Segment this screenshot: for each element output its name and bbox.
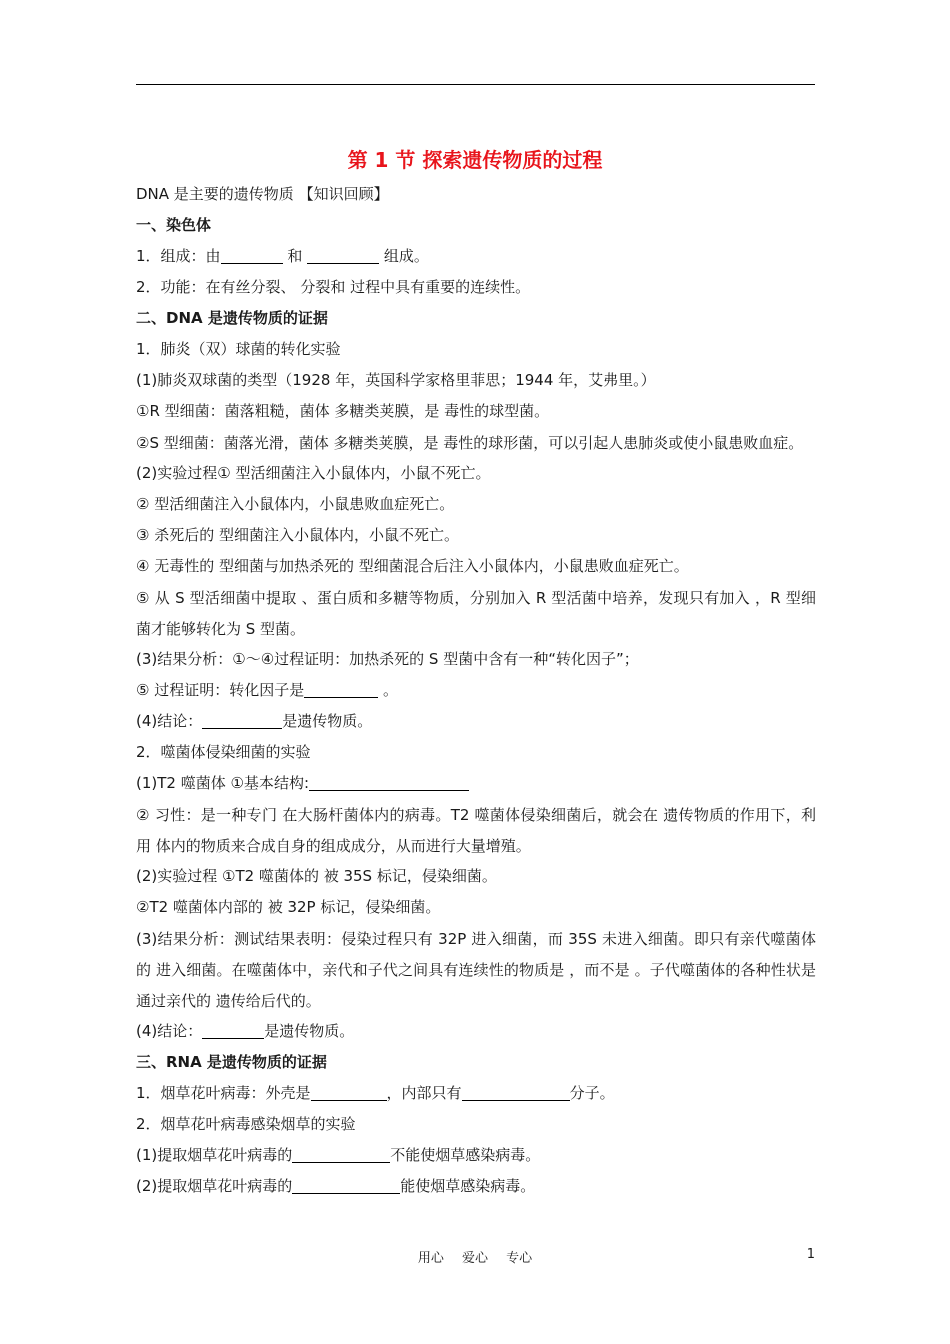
text-segment: (4)结论： (136, 712, 203, 730)
text-line: 2．噬菌体侵染细菌的实验 (136, 743, 311, 761)
text-segment: 是遗传物质。 (282, 712, 373, 730)
text-line: (1)肺炎双球菌的类型（1928 年，英国科学家格里菲思；1944 年，艾弗里。） (136, 371, 656, 389)
text-segment: 组成。 (379, 247, 429, 265)
text-segment: (2)提取烟草花叶病毒的 (136, 1177, 293, 1195)
text-line (136, 242, 816, 273)
text-line: ①R 型细菌：菌落粗糙，菌体 多糖类荚膜，是 毒性的球型菌。 (136, 402, 550, 420)
text-line: (3)结果分析：测试结果表明：侵染过程只有 32P 进入细菌，而 35S 未进入细菌。即只有亲代噬菌体的 进入细菌。在噬菌体中，亲代和子代之间具有连续性的物质是 ，而不是 。子代噬菌体的各种性状是通过亲代的 遗传给后代的。 (136, 930, 816, 1010)
text-line (136, 676, 816, 707)
text-line (136, 707, 816, 738)
fill-in-blank (311, 1084, 387, 1101)
fill-in-blank (309, 774, 469, 791)
text-line (136, 1017, 816, 1048)
text-segment: 1．烟草花叶病毒：外壳是 (136, 1084, 311, 1102)
fill-in-blank (292, 1146, 390, 1163)
text-line (136, 1079, 816, 1110)
section-heading: 二、DNA 是遗传物质的证据 (136, 309, 328, 327)
fill-in-blank (292, 1177, 400, 1194)
text-line: ④ 无毒性的 型细菌与加热杀死的 型细菌混合后注入小鼠体内，小鼠患败血症死亡。 (136, 557, 689, 575)
text-segment: 和 (282, 247, 308, 265)
fill-in-blank (202, 712, 282, 729)
text-line (136, 1172, 816, 1203)
text-line (136, 1141, 816, 1172)
text-line: ③ 杀死后的 型细菌注入小鼠体内，小鼠不死亡。 (136, 526, 459, 544)
text-line: ②S 型细菌：菌落光滑，菌体 多糖类荚膜，是 毒性的球形菌，可以引起人患肺炎或使小鼠患败血症。 (136, 434, 804, 452)
text-segment: 1．组成：由 (136, 247, 221, 265)
text-segment: 能使烟草感染病毒。 (400, 1177, 536, 1195)
header-rule (136, 84, 815, 85)
text-line: 2．功能：在有丝分裂、 分裂和 过程中具有重要的连续性。 (136, 278, 531, 296)
text-line: ② 型活细菌注入小鼠体内，小鼠患败血症死亡。 (136, 495, 455, 513)
document-body (136, 180, 816, 1203)
fill-in-blank (221, 247, 283, 264)
section-heading: 三、RNA 是遗传物质的证据 (136, 1053, 327, 1071)
footer-motto: 用心 爱心 专心 (417, 1251, 533, 1266)
text-segment: (1)提取烟草花叶病毒的 (136, 1146, 293, 1164)
text-line: (2)实验过程① 型活细菌注入小鼠体内，小鼠不死亡。 (136, 464, 491, 482)
text-segment: ，内部只有 (386, 1084, 462, 1102)
text-line: ② 习性：是一种专门 在大肠杆菌体内的病毒。T2 噬菌体侵染细菌后，就会在 遗传物质的作用下，利用 体内的物质来合成自身的组成成分，从而进行大量增殖。 (136, 806, 816, 855)
fill-in-blank (307, 247, 379, 264)
text-line: ②T2 噬菌体内部的 被 32P 标记，侵染细菌。 (136, 898, 441, 916)
fill-in-blank (304, 681, 378, 698)
text-line: (2)实验过程 ①T2 噬菌体的 被 35S 标记，侵染细菌。 (136, 867, 497, 885)
text-segment: 是遗传物质。 (264, 1022, 355, 1040)
fill-in-blank (202, 1022, 264, 1039)
text-line: 2．烟草花叶病毒感染烟草的实验 (136, 1115, 356, 1133)
page-title: 第 1 节 探索遗传物质的过程 (347, 148, 603, 172)
text-segment: 。 (378, 681, 398, 699)
text-line (136, 769, 816, 800)
text-segment: (4)结论： (136, 1022, 203, 1040)
text-line: 1．肺炎（双）球菌的转化实验 (136, 340, 341, 358)
text-line: DNA 是主要的遗传物质 【知识回顾】 (136, 185, 389, 203)
text-segment: ⑤ 过程证明：转化因子是 (136, 681, 305, 699)
fill-in-blank (462, 1084, 570, 1101)
text-segment: 不能使烟草感染病毒。 (390, 1146, 541, 1164)
text-line: (3)结果分析：①～④过程证明：加热杀死的 S 型菌中含有一种“转化因子”； (136, 650, 639, 668)
page-number: 1 (806, 1247, 815, 1262)
text-segment: (1)T2 噬菌体 ①基本结构: (136, 774, 309, 792)
section-heading: 一、染色体 (136, 216, 212, 234)
text-line: ⑤ 从 S 型活细菌中提取 、蛋白质和多糖等物质，分别加入 R 型活菌中培养，发现只有加入 ，R 型细菌才能够转化为 S 型菌。 (136, 589, 816, 638)
text-segment: 分子。 (569, 1084, 615, 1102)
